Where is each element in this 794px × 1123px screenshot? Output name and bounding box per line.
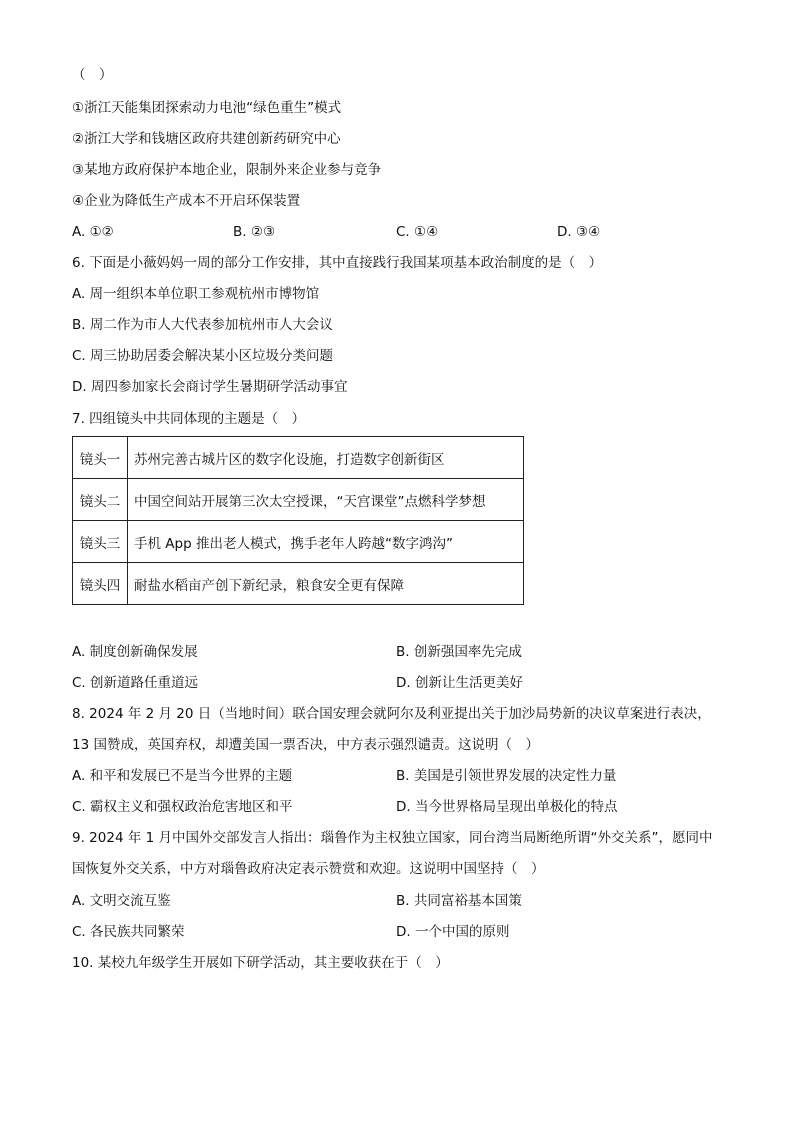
q6-stem: 6. 下面是小薇妈妈一周的部分工作安排，其中直接践行我国某项基本政治制度的是（ ） [72, 255, 603, 271]
q7-option-c: C. 创新道路任重道远 [72, 675, 199, 691]
q6-option-c: C. 周三协助居委会解决某小区垃圾分类问题 [72, 348, 334, 364]
lens-label: 镜头一 [73, 437, 128, 479]
q7-lens-table [72, 436, 524, 605]
lens-label: 镜头二 [73, 479, 128, 521]
q5-answer-paren: （ ） [72, 67, 113, 83]
q9-option-d: D. 一个中国的原则 [396, 924, 510, 940]
q6-option-b: B. 周二作为市人大代表参加杭州市人大会议 [72, 317, 333, 333]
table-row [73, 563, 524, 605]
q7-option-a: A. 制度创新确保发展 [72, 644, 198, 660]
q5-option-b: B. ②③ [233, 224, 276, 240]
q7-stem: 7. 四组镜头中共同体现的主题是（ ） [72, 411, 306, 427]
q5-item-1: ①浙江天能集团探索动力电池“绿色重生”模式 [72, 100, 342, 116]
lens-label: 镜头四 [73, 563, 128, 605]
lens-text: 手机 App 推出老人模式，携手老年人跨越“数字鸿沟” [128, 521, 524, 563]
table-row [73, 521, 524, 563]
q8-stem-line-2: 13 国赞成，英国弃权，却遭美国一票否决，中方表示强烈谴责。这说明（ ） [72, 737, 539, 753]
q9-stem-line-2: 国恢复外交关系，中方对瑙鲁政府决定表示赞赏和欢迎。这说明中国坚持（ ） [72, 861, 545, 877]
q5-item-3: ③某地方政府保护本地企业，限制外来企业参与竞争 [72, 162, 382, 178]
lens-text: 中国空间站开展第三次太空授课，“天宫课堂”点燃科学梦想 [128, 479, 524, 521]
q9-option-a: A. 文明交流互鉴 [72, 893, 171, 909]
q5-option-c: C. ①④ [396, 224, 439, 240]
lens-text: 耐盐水稻亩产创下新纪录，粮食安全更有保障 [128, 563, 524, 605]
q8-option-c: C. 霸权主义和强权政治危害地区和平 [72, 799, 293, 815]
q8-stem-line-1: 8. 2024 年 2 月 20 日（当地时间）联合国安理会就阿尔及利亚提出关于加沙局势新的决议草案进行表决， [72, 706, 711, 722]
table-row [73, 479, 524, 521]
q7-option-b: B. 创新强国率先完成 [396, 644, 522, 660]
q8-option-a: A. 和平和发展已不是当今世界的主题 [72, 768, 293, 784]
q8-option-d: D. 当今世界格局呈现出单极化的特点 [396, 799, 618, 815]
q9-option-c: C. 各民族共同繁荣 [72, 924, 185, 940]
q7-option-d: D. 创新让生活更美好 [396, 675, 523, 691]
lens-label: 镜头三 [73, 521, 128, 563]
lens-text: 苏州完善古城片区的数字化设施，打造数字创新街区 [128, 437, 524, 479]
q5-item-4: ④企业为降低生产成本不开启环保装置 [72, 193, 301, 209]
q9-option-b: B. 共同富裕基本国策 [396, 893, 522, 909]
q10-stem: 10. 某校九年级学生开展如下研学活动，其主要收获在于（ ） [72, 955, 449, 971]
q5-option-d: D. ③④ [557, 224, 601, 240]
q6-option-a: A. 周一组织本单位职工参观杭州市博物馆 [72, 286, 320, 302]
q9-stem-line-1: 9. 2024 年 1 月中国外交部发言人指出：瑙鲁作为主权独立国家，同台湾当局断绝所谓“外交关系”，愿同中 [72, 830, 713, 846]
q5-option-a: A. ①② [72, 224, 114, 240]
q6-option-d: D. 周四参加家长会商讨学生暑期研学活动事宜 [72, 379, 348, 395]
q8-option-b: B. 美国是引领世界发展的决定性力量 [396, 768, 617, 784]
q5-item-2: ②浙江大学和钱塘区政府共建创新药研究中心 [72, 131, 341, 147]
table-row [73, 437, 524, 479]
